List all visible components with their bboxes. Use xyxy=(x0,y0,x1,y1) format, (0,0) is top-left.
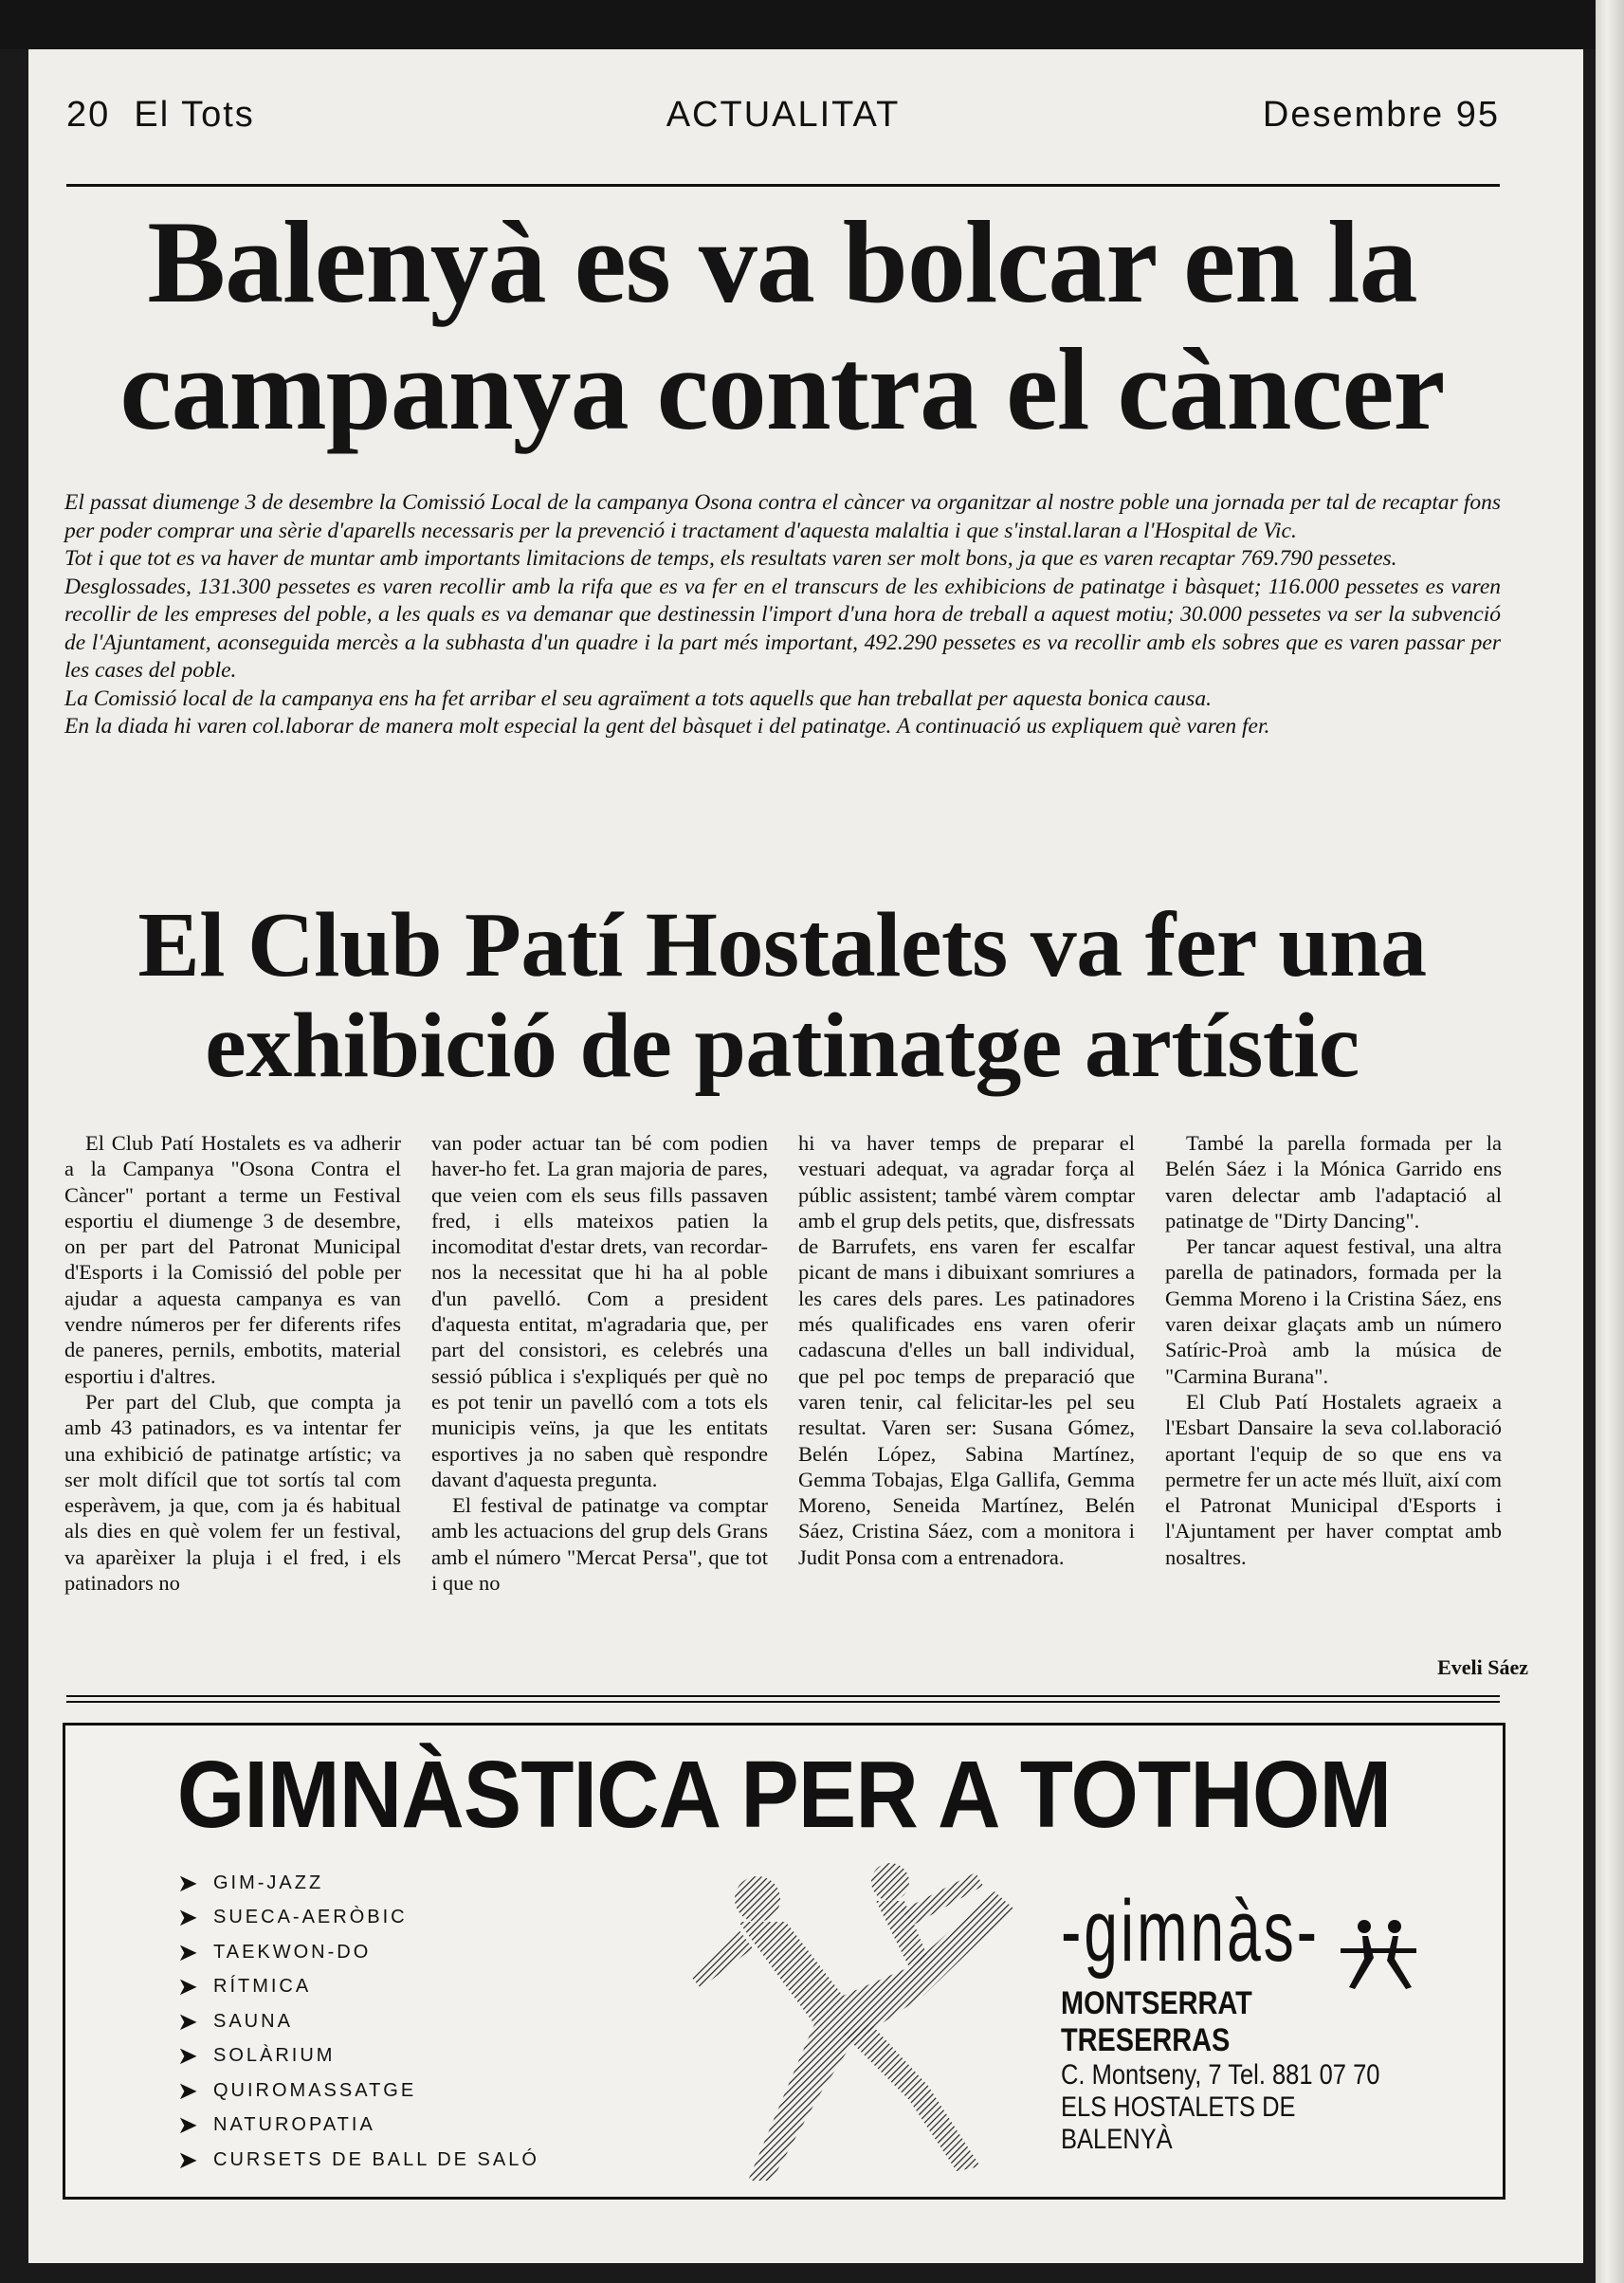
arrow-bullet-icon: ➤ xyxy=(177,2145,198,2174)
article2-signature: Eveli Sáez xyxy=(1437,1655,1528,1679)
article2-paragraph: hi va haver temps de preparar el vestuari adequat, va agradar força al públic assistent; també vàrem comptar amb el grup dels petits, que, disfressats de Barrufets, ens varen fer escalfar picant de mans i dibuixant somriures a les cares dels pares. Les patinadores més qualificades ens varen oferir cadascuna d'elles un ball individual, que pel poc temps de preparació que varen tenir, cal felicitar-les pel seu resultat. Varen ser: Susana Gómez, Belén López, Sabina Martínez, Gemma Tobajas, Elga Gallifa, Gemma Moreno, Seneida Martínez, Belén Sáez, Cristina Sáez, com a monitora i Judit Ponsa com a entrenadora. xyxy=(798,1131,1135,1569)
scan-top-border xyxy=(0,0,1624,49)
gym-advertisement xyxy=(63,1723,1505,2200)
article2-headline-line2: exhibició de patinatge artístic xyxy=(205,994,1359,1097)
arrow-bullet-icon: ➤ xyxy=(177,1937,198,1966)
arrow-bullet-icon: ➤ xyxy=(177,1868,198,1897)
header-rule xyxy=(66,184,1500,187)
article1-paragraph: En la diada hi varen col.laborar de manera molt especial la gent del bàsquet i del patinatge. A continuació us expliquem què varen fer. xyxy=(64,714,1270,739)
brand-town: ELS HOSTALETS DE BALENYÀ xyxy=(1061,2091,1296,2155)
publication-name: El Tots xyxy=(134,95,255,135)
brand-name: MONTSERRAT TRESERRAS xyxy=(1061,1985,1252,2058)
page-spine xyxy=(1596,0,1624,2283)
article1-body xyxy=(64,489,1501,741)
article1-headline: Balenyà es va bolcar en la campanya contra el càncer xyxy=(119,197,1445,454)
arrow-bullet-icon: ➤ xyxy=(177,2075,198,2105)
brand-address: C. Montseny, 7 Tel. 881 07 70 xyxy=(1061,2059,1380,2091)
list-item: ➤ GIM-JAZZ xyxy=(177,1868,324,1897)
article2-paragraph: També la parella formada per la Belén Sáez i la Mónica Garrido ens varen delectar amb l'adaptació al patinatge de "Dirty Dancing". xyxy=(1165,1131,1502,1233)
article2-column-4 xyxy=(1165,1130,1502,1596)
section-name: ACTUALITAT xyxy=(666,95,901,135)
list-item: ➤ NATUROPATIA xyxy=(177,2110,375,2140)
article1-paragraph: La Comissió local de la campanya ens ha fet arribar el seu agraïment a tots aquells que han treballat per aquesta bonica causa. xyxy=(64,685,1212,711)
article2-column-2 xyxy=(431,1130,768,1596)
article2-paragraph: Per tancar aquest festival, una altra parella de patinadors, formada per la Gemma Moreno i la Cristina Sáez, ens varen deixar glaçats amb un número Satíric-Proà amb la música de "Carmina Burana". xyxy=(1165,1234,1502,1388)
article2-columns xyxy=(64,1130,1502,1596)
article2-paragraph: El Club Patí Hostalets es va adherir a la Campanya "Osona Contra el Càncer" portant a terme un Festival esportiu el diumenge 3 de desembre, on per part del Patronat Municipal d'Esports i la Comissió del poble per ajudar a aquesta campanya es van vendre números per fer diferents rifes de paneres, pernils, embotits, material esportiu i d'altres. xyxy=(64,1131,401,1388)
list-item: ➤ TAEKWON-DO xyxy=(177,1937,372,1966)
running-figures-icon xyxy=(1336,1915,1421,1991)
newspaper-page xyxy=(28,49,1583,2263)
article2-column-3 xyxy=(798,1130,1135,1596)
arrow-bullet-icon: ➤ xyxy=(177,1903,198,1932)
article1-paragraph: El passat diumenge 3 de desembre la Comissió Local de la campanya Osona contra el càncer va organitzar al nostre poble una jornada per tal de recaptar fons per poder comprar una sèrie d'aparells necessaris per la prevenció i tractament d'aquesta malaltia i que s'instal.laran a l'Hospital de Vic. xyxy=(64,490,1501,543)
ad-services-list xyxy=(177,1866,539,2178)
issue-date: Desembre 95 xyxy=(1262,95,1500,135)
article2-paragraph: van poder actuar tan bé com podien haver-ho fet. La gran majoria de pares, que veien com els seus fills passaven fred, i ells mateixos patien la incomoditat d'estar drets, van recordar-nos la necessitat que hi ha al poble d'un pavelló. Com a president d'aquesta entitat, m'agradaria que, per part del consistori, es celebrés una sessió pública i s'expliqués per què no es pot tenir un pavelló com a tots els municipis veïns, ja que les entitats esportives ja no saben què respondre davant d'aquesta pregunta. xyxy=(431,1131,768,1491)
page-header xyxy=(66,85,1500,142)
list-item: ➤ RÍTMICA xyxy=(177,1972,312,2001)
arrow-bullet-icon: ➤ xyxy=(177,2006,198,2036)
article2-headline xyxy=(57,896,1507,1097)
brand-logo-text: -gimnàs- xyxy=(1061,1883,1320,1980)
list-item: ➤ SOLÀRIUM xyxy=(177,2041,336,2071)
gymnast-illustration-icon xyxy=(596,1854,1089,2185)
list-item: ➤ SAUNA xyxy=(177,2006,293,2036)
article1-paragraph: Tot i que tot es va haver de muntar amb importants limitacions de temps, els resultats varen ser molt bons, ja que es varen recaptar 769.790 pessetes. xyxy=(64,546,1397,571)
arrow-bullet-icon: ➤ xyxy=(177,2041,198,2071)
article2-column-1 xyxy=(64,1130,401,1596)
list-item: ➤ SUECA-AERÒBIC xyxy=(177,1903,408,1932)
article2-paragraph: El Club Patí Hostalets agraeix a l'Esbart Dansaire la seva col.laboració aportant l'equip de so que ens va permetre fer un acte més lluït, així com el Patronat Municipal d'Esports i l'Ajuntament per haver comptat amb nosaltres. xyxy=(1165,1389,1502,1569)
article1-paragraph: Desglossades, 131.300 pessetes es varen recollir amb la rifa que es va fer en el transcurs de les exhibicions de patinatge i bàsquet; 116.000 pessetes es varen recollir de les empreses del poble, a les quals es va demanar que destinessin l'import d'una hora de treball a aquest motiu; 30.000 pessetes va ser la subvenció de l'Ajuntament, aconseguida mercès a la subhasta d'un quadre i la part més important, 492.290 pessetes es va recollir amb els sobres que es varen passar per les cases del poble. xyxy=(64,574,1501,683)
arrow-bullet-icon: ➤ xyxy=(177,2110,198,2140)
ad-top-rule xyxy=(66,1695,1500,1697)
ad-title: GIMNÀSTICA PER A TOTHOM xyxy=(176,1742,1392,1848)
list-item: ➤ QUIROMASSATGE xyxy=(177,2075,417,2105)
article2-headline-line1: El Club Patí Hostalets va fer una xyxy=(137,894,1427,996)
ad-top-rule-2 xyxy=(66,1701,1500,1703)
list-item: ➤ CURSETS DE BALL DE SALÓ xyxy=(177,2145,539,2174)
arrow-bullet-icon: ➤ xyxy=(177,1972,198,2001)
article2-paragraph: El festival de patinatge va comptar amb les actuacions del grup dels Grans amb el número "Mercat Persa", que tot i que no xyxy=(431,1493,768,1596)
page-number: 20 xyxy=(66,95,111,135)
article2-paragraph: Per part del Club, que compta ja amb 43 patinadors, es va intentar fer una exhibició de patinatge artístic; va ser molt difícil que tot sortís tal com esperàvem, ja que, com ja és habitual als dies en què volem fer un festival, va aparèixer la pluja i el fred, i els patinadors no xyxy=(64,1389,401,1596)
